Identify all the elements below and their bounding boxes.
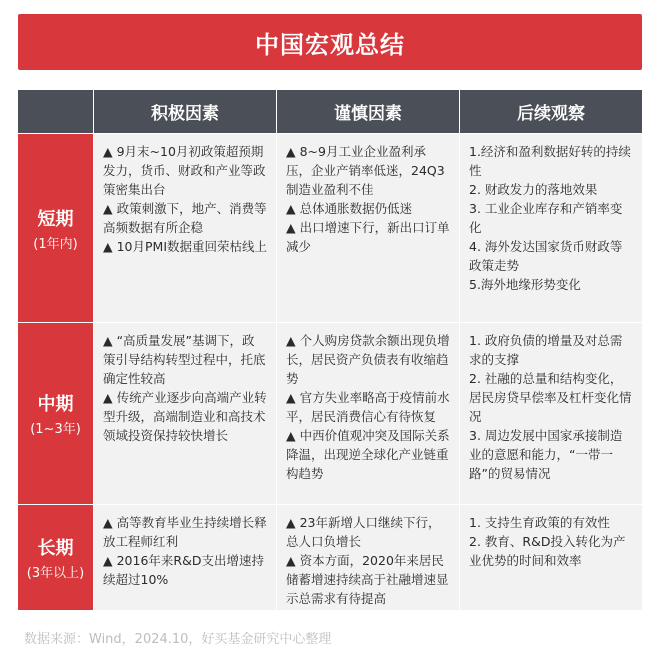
row-head-long (18, 504, 93, 610)
cell-mid-watch (459, 322, 642, 504)
row-sub: (1~3年) (30, 422, 81, 437)
cell-line: 1. 政府负债的增量及对总需求的支撑 (469, 333, 623, 367)
cell-line: ▲ 高等教育毕业生持续增长释放工程师红利 (103, 515, 267, 549)
page-title: 中国宏观总结 (255, 30, 405, 59)
cell-line: ▲ 传统产业逐步向高端产业转型升级，高端制造业和高技术领域投资保持较快增长 (103, 390, 267, 443)
header-watch: 后续观察 (459, 90, 642, 133)
cell-mid-positive (93, 322, 276, 504)
cell-line: 2. 社融的总量和结构变化，居民房贷早偿率及杠杆变化情况 (469, 371, 632, 424)
header-caution: 谨慎因素 (276, 90, 459, 133)
cell-line: ▲ 总体通胀数据仍低迷 (286, 201, 413, 216)
cell-line: 2. 教育、R&D投入转化为产业优势的时间和效率 (469, 534, 626, 568)
source-note: 数据来源：Wind，2024.10，好买基金研究中心整理 (24, 632, 332, 647)
cell-line: 2. 财政发力的落地效果 (469, 182, 598, 197)
title-banner (18, 14, 642, 70)
cell-line: ▲ 资本方面，2020年来居民储蓄增速持续高于社融增速显示总需求有待提高 (286, 553, 449, 606)
cell-line: ▲ 10月PMI数据重回荣枯线上 (103, 239, 268, 254)
cell-line: ▲ “高质量发展”基调下，政策引导结构转型过程中，托底确定性较高 (103, 333, 266, 386)
cell-line: ▲ 政策刺激下，地产、消费等高频数据有所企稳 (103, 201, 267, 235)
row-name: 短期 (37, 208, 74, 230)
cell-line: 1. 支持生育政策的有效性 (469, 515, 610, 530)
cell-line: 1.经济和盈利数据好转的持续性 (469, 144, 631, 178)
cell-mid-caution (276, 322, 459, 504)
cell-line: 3. 工业企业库存和产销率变化 (469, 201, 623, 235)
cell-short-watch (459, 133, 642, 322)
cell-long-caution (276, 504, 459, 610)
row-name: 中期 (37, 394, 74, 415)
cell-line: ▲ 中西价值观冲突及国际关系降温，出现逆全球化产业链重构趋势 (286, 428, 450, 481)
cell-line: ▲ 8~9月工业企业盈利承压，企业产销率低迷，24Q3制造业盈利不佳 (286, 144, 445, 197)
cell-long-watch (459, 504, 642, 610)
cell-line: 4. 海外发达国家货币财政等政策走势 (469, 239, 623, 273)
row-sub: (1年内) (33, 236, 78, 252)
row-head-short (18, 133, 93, 322)
cell-line: 5.海外地缘形势变化 (469, 277, 581, 292)
cell-line: ▲ 个人购房贷款余额出现负增长，居民资产负债表有收缩趋势 (286, 333, 450, 386)
row-head-mid (18, 322, 93, 504)
cell-short-positive (93, 133, 276, 322)
cell-line: 3. 周边发展中国家承接制造业的意愿和能力，“一带一路”的贸易情况 (469, 428, 623, 481)
row-sub: (3年以上) (26, 566, 85, 581)
row-name: 长期 (37, 538, 74, 559)
header-corner (18, 90, 93, 133)
cell-line: ▲ 2016年来R&D支出增速持续超过10% (103, 553, 264, 587)
header-positive: 积极因素 (93, 90, 276, 133)
summary-table (18, 90, 642, 610)
cell-line: ▲ 官方失业率略高于疫情前水平，居民消费信心有待恢复 (286, 390, 450, 424)
cell-line: ▲ 9月末~10月初政策超预期发力，货币、财政和产业等政策密集出台 (103, 144, 266, 197)
cell-line: ▲ 23年新增人口继续下行，总人口负增长 (286, 515, 441, 549)
cell-short-caution (276, 133, 459, 322)
cell-line: ▲ 出口增速下行，新出口订单减少 (286, 220, 450, 254)
cell-long-positive (93, 504, 276, 610)
